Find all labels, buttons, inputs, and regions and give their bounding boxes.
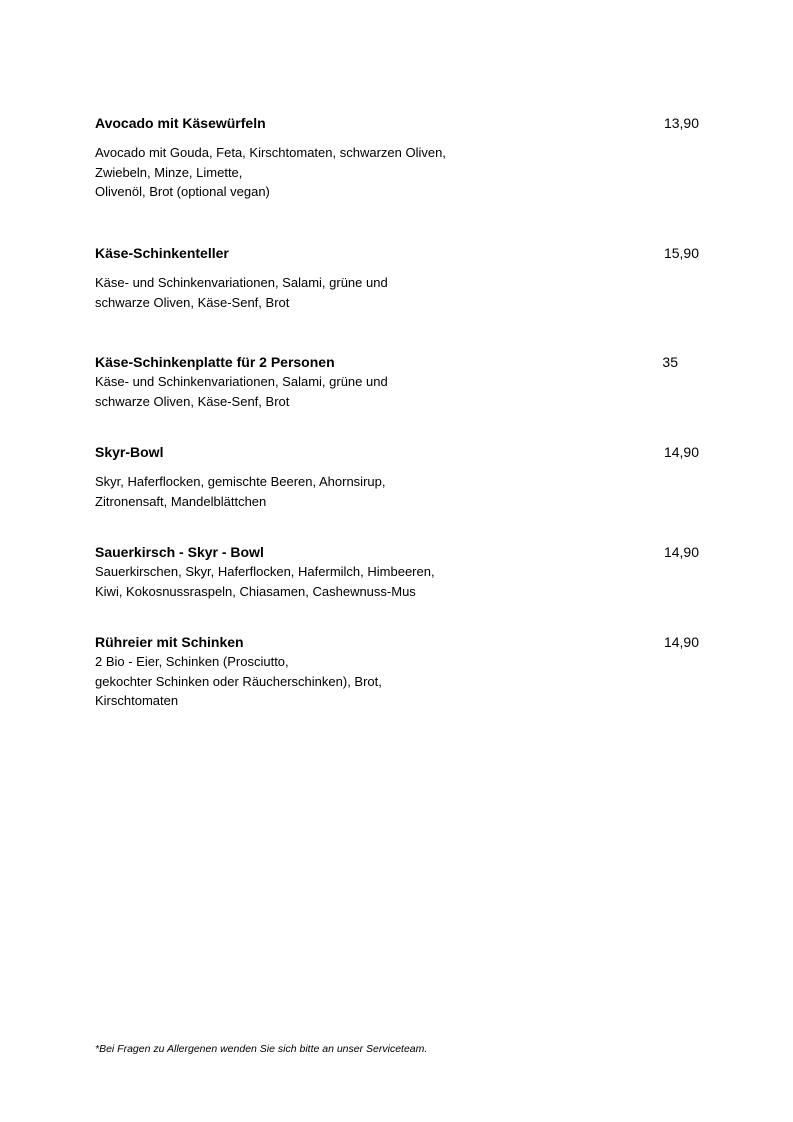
description-line: Skyr, Haferflocken, gemischte Beeren, Ahornsirup, [95, 474, 386, 489]
menu-item-title: Sauerkirsch - Skyr - Bowl [95, 544, 264, 560]
menu-item-title: Käse-Schinkenteller [95, 245, 229, 261]
menu-item [95, 542, 705, 601]
menu-item-title: Avocado mit Käsewürfeln [95, 115, 266, 131]
description-line: gekochter Schinken oder Räucherschinken), Brot, [95, 673, 382, 689]
menu-item [95, 352, 705, 411]
description-line: Kiwi, Kokosnussraspeln, Chiasamen, Cashewnuss-Mus [95, 583, 416, 599]
menu-item-description [95, 472, 705, 511]
description-line: schwarze Oliven, Käse-Senf, Brot [95, 294, 290, 310]
menu-item-description [95, 273, 705, 312]
menu-item-title: Skyr-Bowl [95, 444, 164, 460]
description-line: Zitronensaft, Mandelblättchen [95, 493, 267, 509]
description-line: Sauerkirschen, Skyr, Haferflocken, Hafermilch, Himbeeren, [95, 564, 435, 579]
description-line: Avocado mit Gouda, Feta, Kirschtomaten, schwarzen Oliven, [95, 145, 446, 160]
menu-item-price: 14,90 [663, 444, 699, 460]
menu-item-description [95, 652, 705, 711]
menu-item [95, 113, 705, 202]
menu-item [95, 243, 705, 312]
menu-item [95, 442, 705, 511]
menu-item-title: Käse-Schinkenplatte für 2 Personen [95, 354, 335, 370]
menu-item-title: Rühreier mit Schinken [95, 634, 244, 650]
description-line: 2 Bio - Eier, Schinken (Prosciutto, [95, 654, 289, 669]
description-line: Käse- und Schinkenvariationen, Salami, grüne und [95, 275, 388, 290]
menu-item-price: 14,90 [663, 544, 699, 560]
menu-item [95, 632, 705, 711]
menu-item-price: 35 [662, 354, 678, 370]
description-line: Kirschtomaten [95, 693, 179, 708]
menu-item-price: 15,90 [663, 245, 699, 261]
description-line: Käse- und Schinkenvariationen, Salami, grüne und [95, 374, 388, 389]
menu-item-price: 13,90 [663, 115, 699, 131]
menu-item-price: 14,90 [663, 634, 699, 650]
description-line: Zwiebeln, Minze, Limette, [95, 164, 243, 180]
allergen-footnote: *Bei Fragen zu Allergenen wenden Sie sich bitte an unser Serviceteam. [95, 1043, 428, 1055]
description-line: schwarze Oliven, Käse-Senf, Brot [95, 393, 290, 409]
menu-item-description [95, 372, 705, 411]
menu-item-description [95, 562, 705, 601]
description-line: Olivenöl, Brot (optional vegan) [95, 184, 270, 199]
menu-item-description [95, 143, 705, 202]
